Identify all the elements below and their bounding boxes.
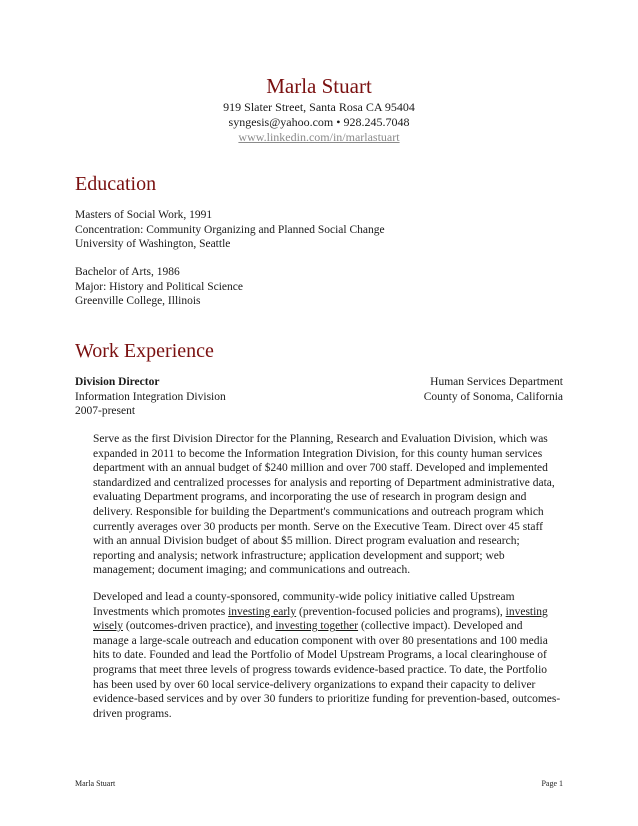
degree-title: Masters of Social Work, 1991 xyxy=(75,209,213,221)
email-phone: syngesis@yahoo.com • 928.245.7048 xyxy=(228,115,410,129)
page-footer xyxy=(75,779,563,788)
candidate-name: Marla Stuart xyxy=(266,74,372,98)
job-department: Human Services Department xyxy=(430,376,563,388)
work-heading: Work Experience xyxy=(75,340,214,362)
degree-school: Greenville College, Illinois xyxy=(75,295,201,307)
address: 919 Slater Street, Santa Rosa CA 95404 xyxy=(223,100,415,114)
job-division: Information Integration Division xyxy=(75,391,226,403)
para2-underline-together: investing together xyxy=(275,620,359,633)
job-row-3 xyxy=(75,404,563,419)
linkedin-link[interactable]: www.linkedin.com/in/marlastuart xyxy=(238,130,400,144)
degree-detail: Concentration: Community Organizing and Planned Social Change xyxy=(75,223,385,236)
degree-bachelor xyxy=(75,265,243,309)
degree-title: Bachelor of Arts, 1986 xyxy=(75,266,180,278)
degree-masters xyxy=(75,208,385,252)
job-title: Division Director xyxy=(75,376,160,388)
footer-name: Marla Stuart xyxy=(75,779,116,788)
para2-text-c: (outcomes-driven practice), and xyxy=(123,620,276,633)
para2-text-d: (collective impact). Developed and manage a large-scale outreach and education component with over 80 presentations and 100 media hits to date. Founded and lead the Portfolio of Model Upstream Programs, a local clearinghouse of programs that meet three levels of progress towards evidence-based practice. To date, the Portfolio has been used by over 60 local service-delivery organizations to expand their capacity to deliver evidence-based services and by over 30 funders to prioritize funding for prevention-based, outcomes-driven programs. xyxy=(93,620,561,720)
para2-text-a: Developed and lead a county-sponsored, community-wide policy initiative called Upstream Investments which promotes xyxy=(93,591,515,618)
job-row-1 xyxy=(75,375,563,390)
para2-underline-wisely: investing wisely xyxy=(93,605,548,633)
job-paragraph-1: Serve as the first Division Director for the Planning, Research and Evaluation Division, which was expanded in 2011 to become the Information Integration Division, for this county human services department with an annual budget of $240 million and over 700 staff. Developed and implemented standardized and centralized processes for analysis and reporting of Department administrative data, evaluating Department programs, and incorporating the use of research in program design and delivery. Responsible for building the Department's communications and outreach program which currently averages over 30 products per month. Serve on the Executive Team. Direct over 45 staff with an annual Division budget of about $5 million. Direct program evaluation and research; reporting and analysis; network infrastructure; application development and support; web management; document imaging; and communications and outreach. xyxy=(93,433,555,577)
degree-school: University of Washington, Seattle xyxy=(75,238,231,250)
resume-header xyxy=(0,74,638,145)
job-paragraph-2 xyxy=(93,590,561,721)
para2-text-b: (prevention-focused policies and programs), xyxy=(296,605,506,618)
degree-detail: Major: History and Political Science xyxy=(75,280,243,293)
job-row-2 xyxy=(75,390,563,405)
para2-underline-early: investing early xyxy=(228,605,297,618)
footer-page-number: Page 1 xyxy=(541,779,563,788)
education-heading: Education xyxy=(75,173,157,195)
job-employer: County of Sonoma, California xyxy=(423,391,563,403)
job-dates: 2007-present xyxy=(75,405,136,417)
